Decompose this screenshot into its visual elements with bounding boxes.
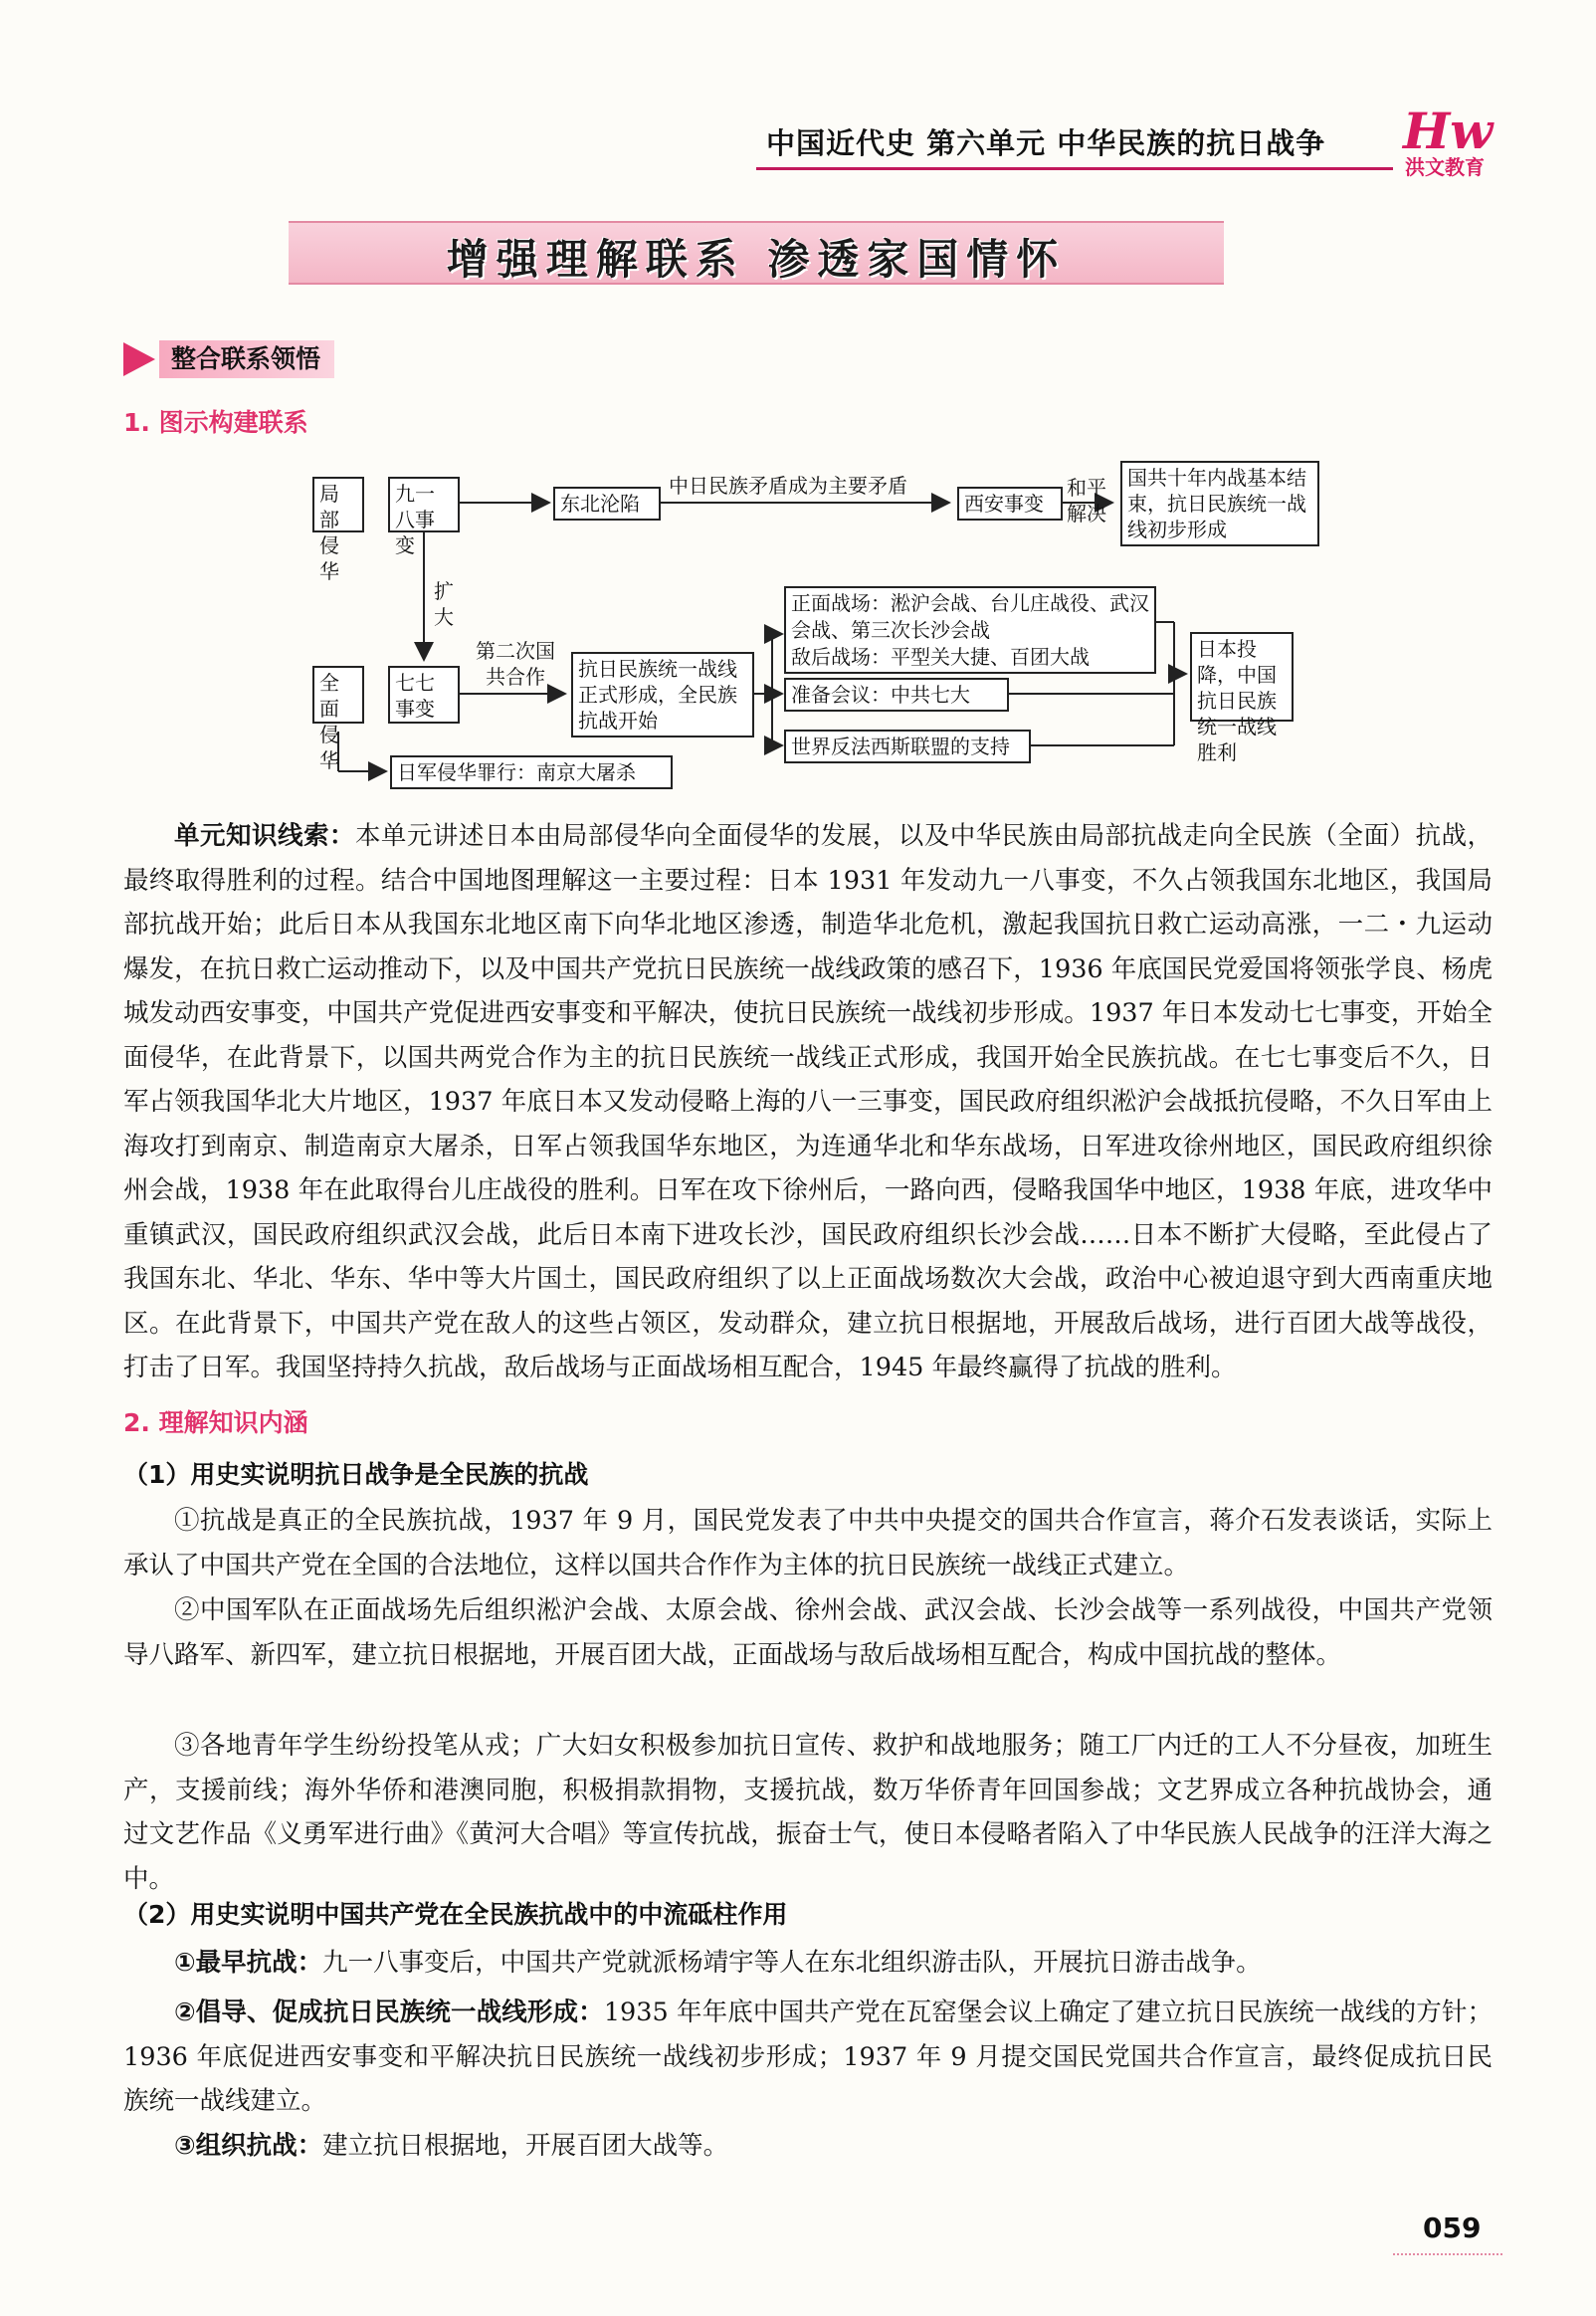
publisher-logo <box>1403 102 1522 181</box>
node-xian-incident: 西安事变 <box>957 487 1063 521</box>
unit-clue-label: 单元知识线索： <box>174 821 355 851</box>
node-local-invasion: 局部侵华 <box>312 477 364 532</box>
node-sept18: 九一八事变 <box>388 477 460 532</box>
p21-text: 九一八事变后，中国共产党就派杨靖宇等人在东北组织游击队，开展抗日游击战争。 <box>322 1948 1262 1978</box>
unit-clue-text: 本单元讲述日本由局部侵华向全面侵华的发展，以及中华民族由局部抗战走向全民族（全面）抗战，最终取得胜利的过程。结合中国地图理解这一主要过程：日本 1931 年发动九一八事变，不久占领我国东北地区，我国局部抗战开始；此后日本从我国东北地区南下向华北地区渗透，制造华北危机，激起我国抗日救亡运动高涨，一二・九运动爆发，在抗日救亡运动推动下，以及中国共产党抗日民族统一战线政策的感召下，1936 年底国民党爱国将领张学良、杨虎城发动西安事变，中国共产党促进西安事变和平解决，使抗日民族统一战线初步形成。1937 年日本发动七七事变，开始全面侵华，在此背景下，以国共两党合作为主的抗日民族统一战线正式形成，我国开始全民族抗战。在七七事变后不久，日军占领我国华北大片地区，1937 年底日本又发动侵略上海的八一三事变，国民政府组织淞沪会战抵抗侵略，不久日军由上海攻打到南京、制造南京大屠杀，日军占领我国华东地区，为连通华北和华东战场，日军进攻徐州地区，国民政府组织徐州会战，1938 年在此取得台儿庄战役的胜利。日军在攻下徐州后，一路向西，侵略我国华中地区，1938 年底，进攻华中重镇武汉，国民政府组织武汉会战，此后日本南下进攻长沙，国民政府组织长沙会战……日本不断扩大侵略，至此侵占了我国东北、华北、华东、华中等大片国土，国民政府组织了以上正面战场数次大会战，政治中心被迫退守到大西南重庆地区。在此背景下，中国共产党在敌人的这些占领区，发动群众，建立抗日根据地，开展敌后战场，进行百团大战等战役，打击了日军。我国坚持持久抗战，敌后战场与正面战场相互配合，1945 年最终赢得了抗战的胜利。 <box>123 821 1493 1382</box>
page-number-underline <box>1393 2253 1502 2255</box>
chapter-banner <box>289 221 1224 285</box>
paragraph-1-3: ③各地青年学生纷纷投笔从戎；广大妇女积极参加抗日宣传、救护和战地服务；随工厂内迁的工人不分昼夜，加班生产，支援前线；海外华侨和港澳同胞，积极捐款捐物，支援抗战，数万华侨青年回国参战；文艺界成立各种抗战协会，通过文艺作品《义勇军进行曲》《黄河大合唱》等宣传抗战，振奋士气，使日本侵略者陷入了中华民族人民战争的汪洋大海之中。 <box>123 1731 1493 1894</box>
node-world-support: 世界反法西斯联盟的支持 <box>784 730 1031 763</box>
p22-text: 1935 年年底中国共产党在瓦窑堡会议上确定了建立抗日民族统一战线的方针；1936 年底促进西安事变和平解决抗日民族统一战线初步形成；1937 年 9 月提交国民党国共合作宣言，最终促成抗日民族统一战线建立。 <box>123 1998 1493 2116</box>
node-united-front: 抗日民族统一战线正式形成，全民族抗战开始 <box>571 652 754 737</box>
page-number: 059 <box>1423 2211 1482 2244</box>
subheading-1: （1）用史实说明抗日战争是全民族的抗战 <box>123 1460 589 1489</box>
heading-understanding: 2. 理解知识内涵 <box>123 1408 308 1437</box>
p21-label: ①最早抗战： <box>174 1948 323 1978</box>
label-second-cooperation: 第二次国共合作 <box>476 639 555 689</box>
arrow-icon <box>123 342 155 376</box>
node-battlefields: 正面战场：淞沪会战、台儿庄战役、武汉会战、第三次长沙会战 敌后战场：平型关大捷、百团大战 <box>784 586 1156 674</box>
label-expand: 扩大 <box>434 579 454 629</box>
logo-text: 洪文教育 <box>1405 155 1485 179</box>
node-full-invasion: 全面侵华 <box>312 666 364 724</box>
paragraph-2-2 <box>123 1991 1493 2124</box>
logo-mark: Hw <box>1403 102 1494 160</box>
paragraph-2-1 <box>123 1941 1493 1986</box>
heading-diagram: 1. 图示构建联系 <box>123 408 308 437</box>
unit-clue-paragraph <box>123 814 1493 1390</box>
node-result: 国共十年内战基本结束，抗日民族统一战线初步形成 <box>1120 461 1319 546</box>
p23-label: ③组织抗战： <box>174 2131 323 2161</box>
node-surrender: 日本投降，中国抗日民族统一战线胜利 <box>1190 632 1294 722</box>
header-divider <box>756 167 1393 170</box>
node-atrocity: 日军侵华罪行：南京大屠杀 <box>390 755 673 789</box>
node-july7: 七七事变 <box>388 666 460 724</box>
paragraph-2-3 <box>123 2124 1493 2169</box>
subheading-2: （2）用史实说明中国共产党在全民族抗战中的中流砥柱作用 <box>123 1900 788 1929</box>
p22-label: ②倡导、促成抗日民族统一战线形成： <box>174 1998 604 2027</box>
paragraph-1-1: ①抗战是真正的全民族抗战，1937 年 9 月，国民党发表了中共中央提交的国共合作宣言，蒋介石发表谈话，实际上承认了中国共产党在全国的合法地位，这样以国共合作作为主体的抗日民族统一战线正式建立。 <box>123 1506 1493 1580</box>
node-prep-meeting: 准备会议：中共七大 <box>784 678 1009 712</box>
p23-text: 建立抗日根据地，开展百团大战等。 <box>322 2131 729 2161</box>
label-peaceful-resolution: 和平解决 <box>1067 476 1106 526</box>
page-header <box>766 102 1522 181</box>
label-main-contradiction: 中日民族矛盾成为主要矛盾 <box>669 474 907 498</box>
concept-diagram <box>299 453 1333 791</box>
banner-title: 增强理解联系 渗透家国情怀 <box>446 235 1067 284</box>
node-northeast-fall: 东北沦陷 <box>553 487 661 521</box>
section-label: 整合联系领悟 <box>159 340 334 378</box>
header-title: 中国近代史 第六单元 中华民族的抗日战争 <box>766 126 1326 160</box>
paragraph-1-2: ②中国军队在正面战场先后组织淞沪会战、太原会战、徐州会战、武汉会战、长沙会战等一系列战役，中国共产党领导八路军、新四军，建立抗日根据地，开展百团大战，正面战场与敌后战场相互配合，构成中国抗战的整体。 <box>123 1595 1493 1670</box>
